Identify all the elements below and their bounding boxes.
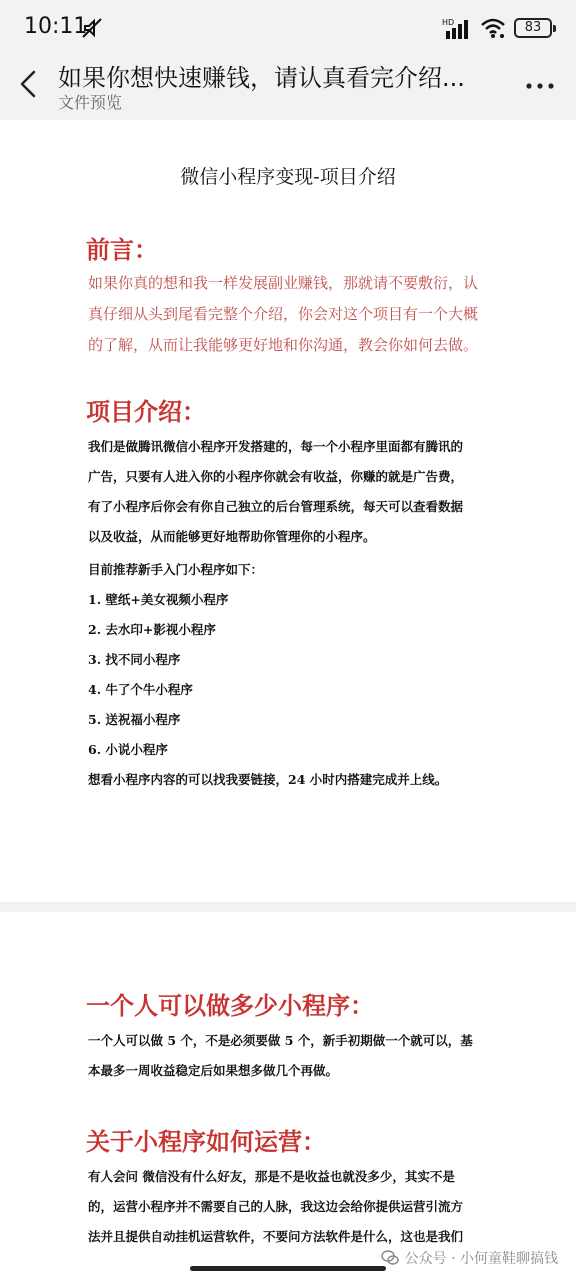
intro-line: 我们是做腾讯微信小程序开发搭建的，每一个小程序里面都有腾讯的: [88, 439, 464, 454]
watermark: [381, 1248, 558, 1268]
list-item: 4. 牛了个牛小程序: [88, 682, 193, 697]
preface-paragraph: [88, 268, 498, 361]
status-indicators: [442, 14, 552, 42]
mute-icon: [80, 16, 104, 40]
list-item: 3. 找不同小程序: [88, 652, 181, 667]
list-item: 5. 送祝福小程序: [88, 712, 181, 727]
count-line: 本最多一周收益稳定后如果想多做几个再做。: [88, 1063, 339, 1078]
ops-line: 的，运营小程序并不需要自己的人脉，我这边会给你提供运营引流方: [88, 1199, 464, 1214]
document-subtitle: 文件预览: [58, 93, 123, 112]
list-item: 1. 壁纸+美女视频小程序: [88, 592, 229, 607]
ops-line: 有人会问 微信没有什么好友，那是不是收益也就没多少，其实不是: [88, 1169, 455, 1184]
document-heading: 微信小程序变现-项目介绍: [180, 166, 396, 188]
battery-icon: 83: [514, 18, 552, 38]
count-heading: 一个人可以做多少小程序：: [86, 991, 374, 1020]
count-paragraph: [88, 1026, 500, 1086]
watermark-text: 公众号 · 小何童鞋聊搞钱: [404, 1251, 558, 1267]
network-type-label: HD: [442, 18, 455, 27]
closing-text: 想看小程序内容的可以找我要链接，24 小时内搭建完成并上线。: [88, 772, 448, 787]
list-item: 6. 小说小程序: [88, 742, 168, 757]
back-arrow-icon[interactable]: [14, 68, 46, 100]
intro-line: 有了小程序后你会有你自己独立的后台管理系统，每天可以查看数据: [88, 499, 464, 514]
wifi-icon: [480, 17, 506, 39]
home-indicator[interactable]: [190, 1266, 386, 1271]
status-time: 10:11: [24, 14, 88, 39]
intro-paragraph: [88, 432, 500, 552]
list-item: 2. 去水印+影视小程序: [88, 622, 216, 637]
document-page-2: [0, 912, 576, 1280]
ops-heading: 关于小程序如何运营：: [86, 1127, 326, 1156]
count-line: 一个人可以做 5 个，不是必须要做 5 个，新手初期做一个就可以，基: [88, 1033, 473, 1048]
app-bar: [0, 56, 576, 120]
preface-line: 如果你真的想和我一样发展副业赚钱，那就请不要敷衍，认: [88, 274, 479, 292]
preface-heading: 前言：: [86, 235, 158, 264]
preface-line: 真仔细从头到尾看完整个介绍，你会对这个项目有一个大概: [88, 305, 479, 323]
document-page-1: [0, 120, 576, 902]
intro-heading: 项目介绍：: [86, 397, 206, 426]
wechat-icon: [381, 1250, 399, 1266]
signal-icon: [442, 17, 472, 39]
more-options-icon[interactable]: [524, 78, 556, 94]
ops-line: 法并且提供自动挂机运营软件，不要问方法软件是什么，这也是我们: [88, 1229, 464, 1244]
intro-line: 广告，只要有人进入你的小程序你就会有收益，你赚的就是广告费，: [88, 469, 464, 484]
ops-paragraph: [88, 1162, 500, 1252]
preface-line: 的了解，从而让我能够更好地和你沟通，教会你如何去做。: [88, 336, 479, 354]
recommend-label: 目前推荐新手入门小程序如下：: [88, 562, 264, 577]
document-title: 如果你想快速赚钱，请认真看完介绍...: [58, 64, 465, 92]
intro-line: 以及收益，从而能够更好地帮助你管理你的小程序。: [88, 529, 376, 544]
status-bar: [0, 0, 576, 56]
